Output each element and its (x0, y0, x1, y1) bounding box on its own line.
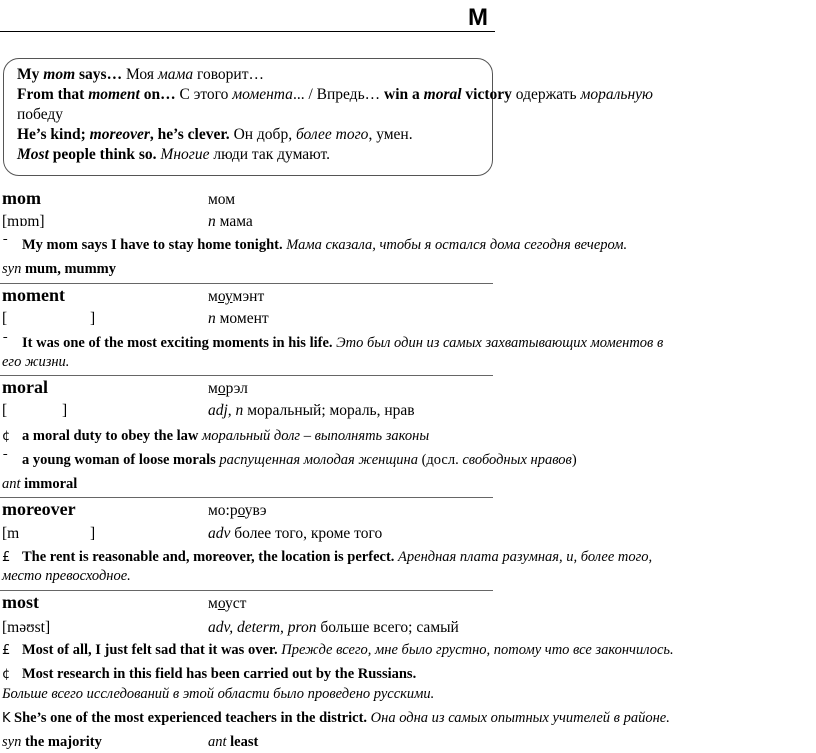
definition-most: adv, determ, pron больше всего; самый (208, 619, 459, 636)
pron-ru-mom: мом (208, 191, 236, 208)
ipa-moment-open: [ (2, 310, 8, 327)
definition-mom: n мама (208, 213, 253, 230)
example-most-3: K She’s one of the most experienced teachers in the district. Она одна из самых опытных учителей в районе. (2, 710, 670, 726)
headword-moment: moment (2, 285, 65, 305)
example-moral-1: ¢ a moral duty to obey the law моральный долг – выполнять законы (2, 428, 430, 444)
pound-icon: £ (2, 550, 11, 565)
entry-divider (0, 375, 493, 376)
example-moreover-1: £ The rent is reasonable and, moreover, the location is perfect. Арендная плата разумная, и, более того, (2, 549, 653, 565)
ipa-moral-open: [ (2, 402, 8, 419)
example-most-2: ¢ Most research in this field has been carried out by the Russians. (2, 666, 417, 682)
callout-line-2: From that moment on… С этого момента... / Впредь… win a moral victory одержать моральную (17, 86, 653, 103)
ipa-mom: [mɒm] (2, 213, 45, 230)
definition-moreover: adv более того, кроме того (208, 525, 383, 542)
dash-icon: ˉ (2, 336, 9, 351)
callout-line-3: победу (17, 106, 64, 123)
synonyms-mom: syn mum, mummy (2, 261, 116, 277)
callout-line-1: My mom says… Моя мама говорит… (17, 66, 265, 83)
dash-icon: ˉ (2, 453, 9, 468)
usage-callout (3, 58, 653, 176)
dash-icon: ˉ (2, 238, 9, 253)
definition-moral: adj, n моральный; мораль, нрав (208, 402, 415, 419)
headword-moreover: moreover (2, 499, 76, 519)
example-moment-1: ˉ It was one of the most exciting moments in his life. Это был один из самых захватывающих моментов в (2, 335, 664, 351)
example-most-2-translation: Больше всего исследований в этой области было проведено русскими. (2, 686, 435, 702)
pron-ru-moral: морэл (208, 380, 248, 397)
header-divider (0, 31, 495, 32)
entry-divider (0, 497, 493, 498)
antonym-moral: ant immoral (2, 476, 78, 492)
example-moral-2: ˉ a young woman of loose morals распущенная молодая женщина (досл. свободных нравов) (2, 452, 577, 468)
definition-moment: n момент (208, 310, 269, 327)
cent-icon: ¢ (2, 667, 11, 682)
k-mark-icon: K (2, 711, 11, 726)
headword-most: most (2, 592, 39, 612)
entry-divider (0, 590, 493, 591)
section-letter: M (468, 4, 488, 31)
callout-line-5: Most people think so. Многие люди так думают. (17, 146, 331, 163)
callout-line-4: He’s kind; moreover, he’s clever. Он добр, более того, умен. (17, 126, 413, 143)
headword-moral: moral (2, 377, 48, 397)
pron-ru-most: моуст (208, 595, 247, 612)
cent-icon: ¢ (2, 429, 11, 444)
example-most-1: £ Most of all, I just felt sad that it was over. Прежде всего, мне было грустно, потому что все закончилось. (2, 642, 674, 658)
ipa-moment-close: ] (90, 310, 96, 327)
ipa-moreover-open: [m (2, 525, 20, 542)
example-mom-1: ˉ My mom says I have to stay home tonight. Мама сказала, чтобы я остался дома сегодня вечером. (2, 237, 628, 253)
entry-divider (0, 283, 493, 284)
pron-ru-moment: моумэнт (208, 288, 265, 305)
ipa-moreover-close: ] (90, 525, 96, 542)
synonyms-most: syn the majority (2, 734, 102, 750)
example-moment-1-cont: его жизни. (2, 354, 70, 370)
pron-ru-moreover: мо:роувэ (208, 502, 267, 519)
example-moreover-1-cont: место превосходное. (2, 568, 131, 584)
headword-mom: mom (2, 188, 41, 208)
pound-icon: £ (2, 643, 11, 658)
antonym-most: ant least (208, 734, 259, 750)
ipa-most: [məʊst] (2, 619, 51, 636)
ipa-moral-close: ] (62, 402, 68, 419)
